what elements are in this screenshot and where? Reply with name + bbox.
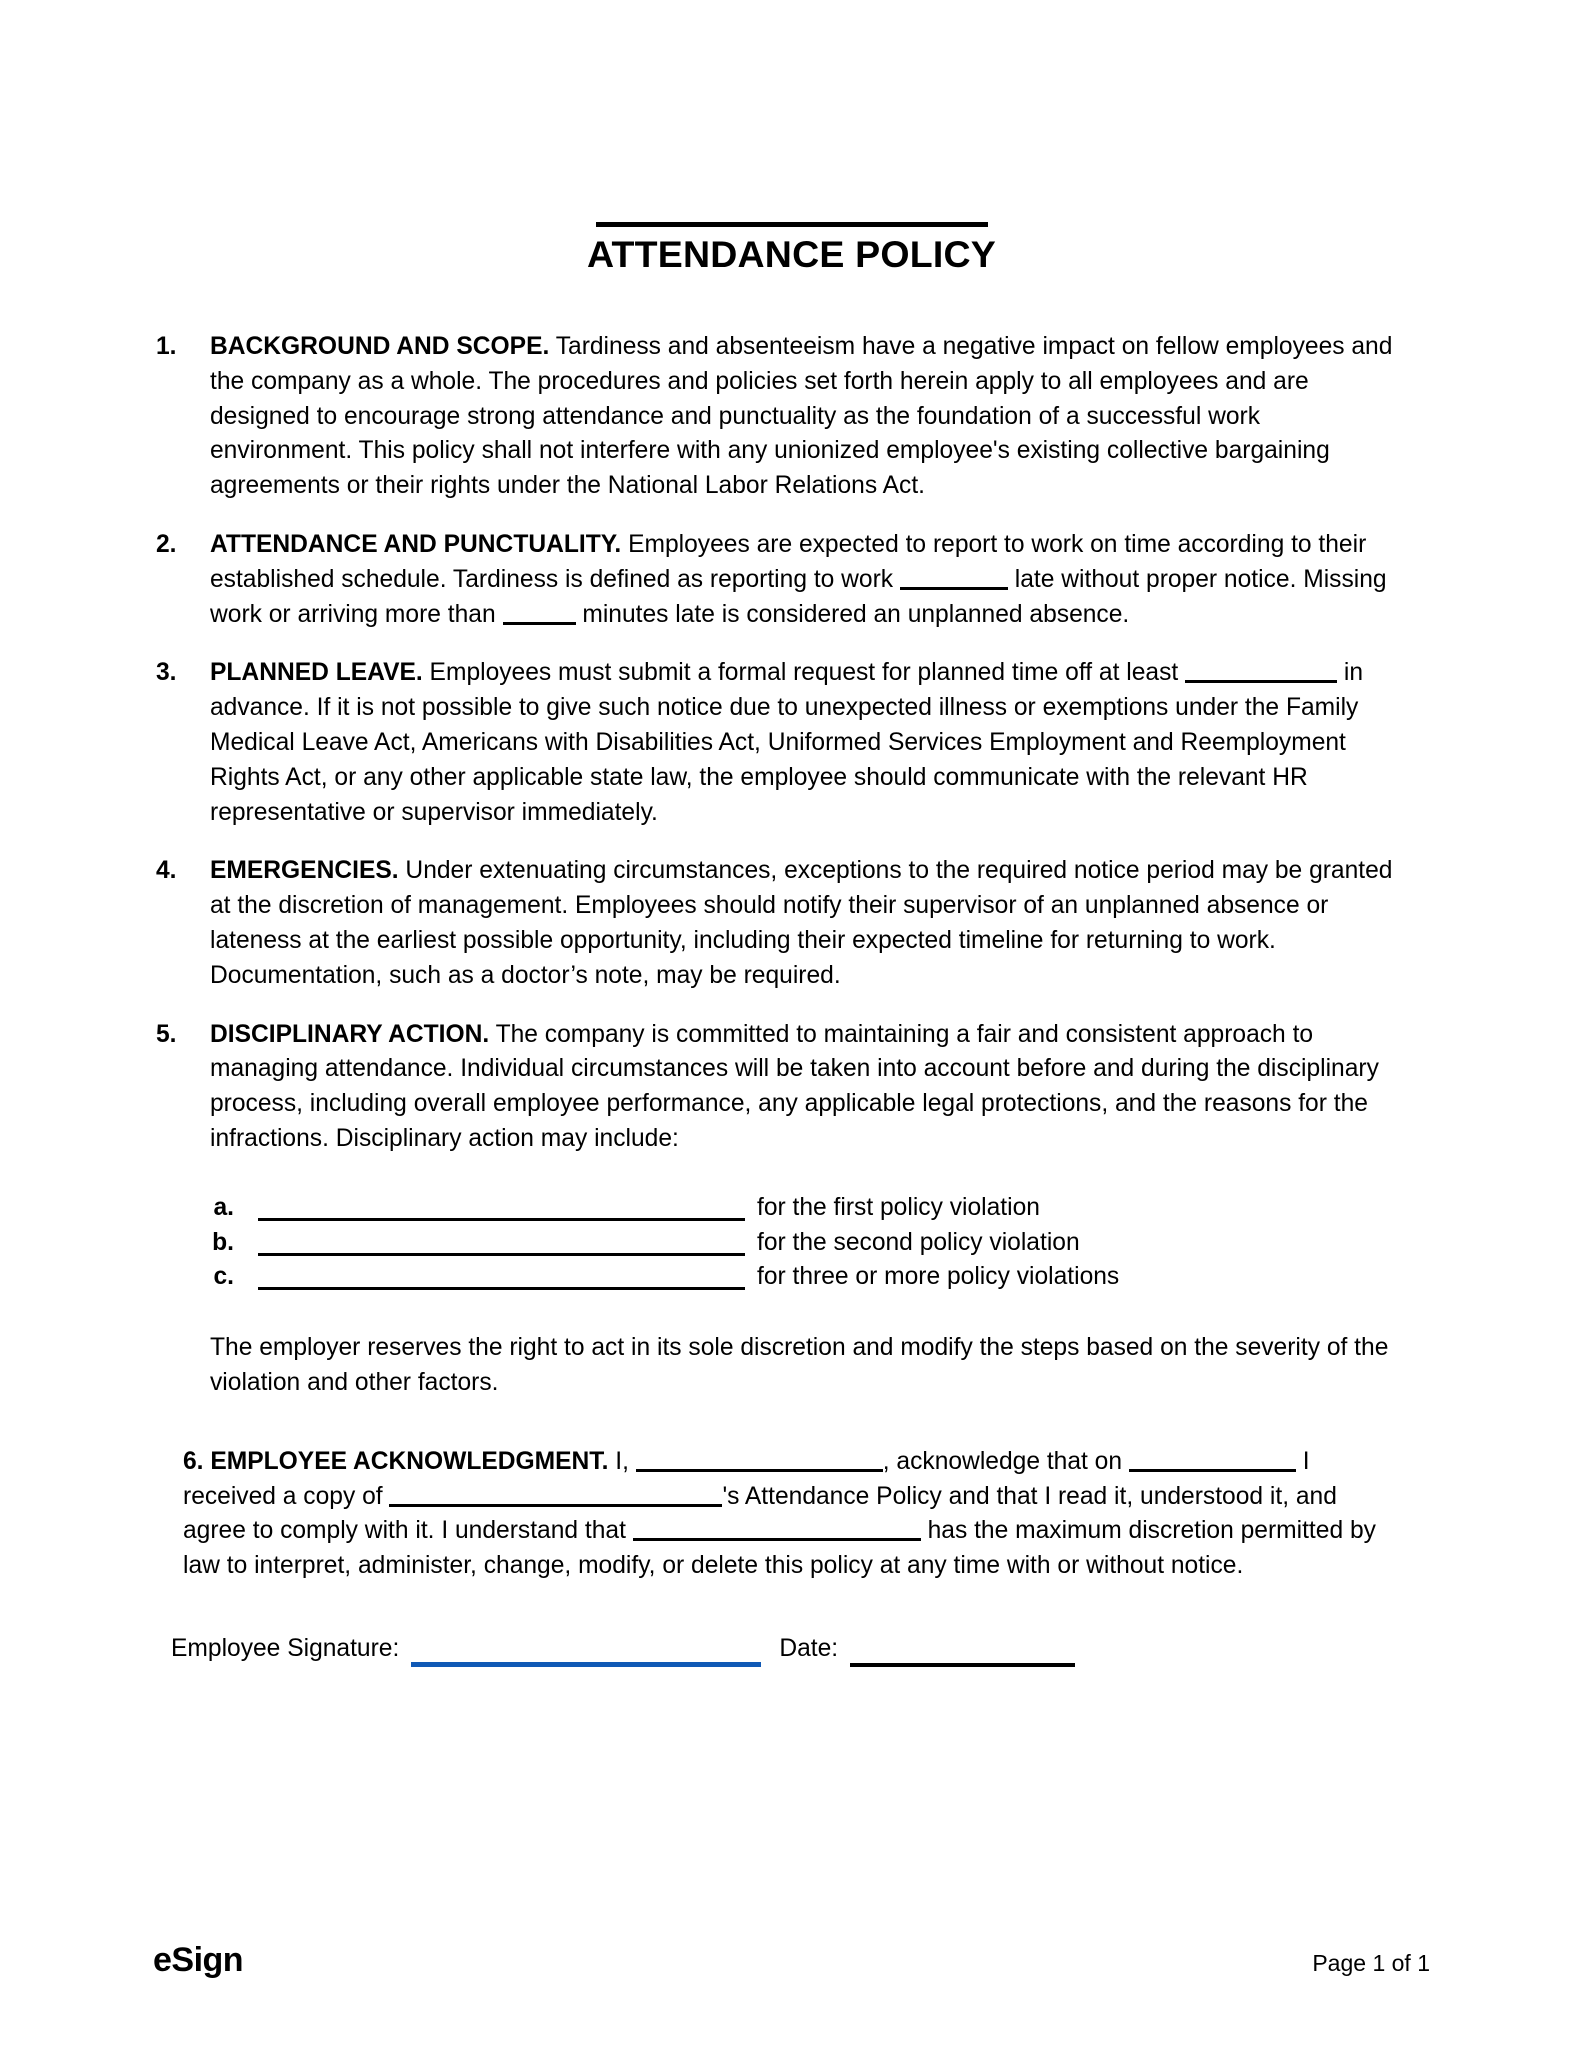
list-item	[210, 1191, 1404, 1226]
clause-text	[210, 330, 1404, 504]
employee-name-blank[interactable]	[636, 1448, 883, 1472]
employee-signature-label: Employee Signature:	[171, 1634, 400, 1662]
clause-text	[210, 528, 1404, 632]
clause-paragraph: The company is committed to maintaining a fair and consistent approach to managing attendance. Individual circumstances will be taken into account before and during the disciplinary process, including overall employee performance, any applicable legal protections, and the reasons for the infractions. Disciplinary action may include:	[210, 1020, 1379, 1152]
page-number-label: Page 1 of 1	[1312, 1950, 1430, 1976]
clause-paragraph-part-b: in advance. If it is not possible to give such notice due to unexpected illness or exemptions under the Family Medical Leave Act, Americans with Disabilities Act, Uniformed Services Employment and Reemployment Rights Act, or any other applicable state law, the employee should communicate with the relevant HR representative or supervisor immediately.	[210, 659, 1364, 826]
list-item-letter: a.	[213, 1193, 234, 1221]
document-body	[153, 330, 1404, 1667]
acknowledgment-heading: EMPLOYEE ACKNOWLEDGMENT.	[210, 1447, 609, 1475]
acknowledgment-part-d: 's Attendance Policy and that I read it, understood it, and agree to comply with it. I understand that	[183, 1482, 1337, 1545]
list-item-letter: c.	[213, 1263, 234, 1291]
third-violation-action-blank[interactable]	[258, 1260, 745, 1290]
list-item-label: for the second policy violation	[757, 1228, 1080, 1256]
page-title: ATTENDANCE POLICY	[587, 233, 996, 275]
clause-disciplinary-action	[153, 1018, 1404, 1401]
title-block	[0, 222, 1583, 275]
disciplinary-options-list	[210, 1191, 1404, 1295]
clause-paragraph: Tardiness and absenteeism have a negative impact on fellow employees and the company as a whole. The procedures and policies set forth herein apply to all employees and are designed to encourage strong attendance and punctuality as the foundation of a successful work environment. This policy shall not interfere with any unionized employee's existing collective bargaining agreements or their rights under the National Labor Relations Act.	[210, 333, 1393, 500]
clause-paragraph-part-a: Employees are expected to report to work on time according to their established schedule. Tardiness is defined as reporting to work	[210, 530, 1367, 593]
clause-heading: DISCIPLINARY ACTION.	[210, 1020, 490, 1048]
company-name-blank[interactable]	[389, 1483, 722, 1507]
clause-text	[210, 1018, 1404, 1401]
acknowledgment-part-e: has the maximum discretion permitted by law to interpret, administer, change, modify, or delete this policy at any time with or without notice.	[183, 1517, 1376, 1580]
clause-emergencies	[153, 854, 1404, 993]
clause-number: 5.	[156, 1020, 177, 1048]
employee-signature-field[interactable]	[411, 1642, 761, 1667]
acknowledgment-part-c: I received a copy of	[183, 1447, 1310, 1510]
clause-text	[210, 656, 1404, 830]
clause-background-and-scope	[153, 330, 1404, 504]
clause-heading: EMERGENCIES.	[210, 857, 399, 885]
signature-block	[153, 1632, 1404, 1667]
list-item-label: for the first policy violation	[757, 1193, 1040, 1221]
clause-number: 2.	[156, 530, 177, 558]
title-underline-rule	[596, 222, 988, 227]
clause-number: 4.	[156, 857, 177, 885]
list-item-letter: b.	[212, 1228, 234, 1256]
acknowledgment-part-a: I,	[608, 1447, 636, 1475]
clause-number: 3.	[156, 659, 177, 687]
company-name-blank-second[interactable]	[633, 1517, 921, 1541]
page-footer	[153, 1941, 1430, 1980]
clause-number: 1.	[156, 333, 177, 360]
date-label: Date:	[779, 1634, 839, 1662]
esign-brand-logo: eSign	[153, 1941, 244, 1979]
list-item	[210, 1260, 1404, 1295]
advance-notice-period-blank[interactable]	[1185, 659, 1337, 683]
clause-attendance-and-punctuality	[153, 528, 1404, 632]
clause-text	[210, 854, 1404, 993]
acknowledgment-date-blank[interactable]	[1129, 1448, 1296, 1472]
minutes-late-blank[interactable]	[503, 601, 576, 625]
clause-paragraph-part-a: Employees must submit a formal request for planned time off at least	[422, 659, 1186, 687]
clause-employee-acknowledgment	[153, 1445, 1404, 1584]
tardiness-threshold-blank[interactable]	[900, 566, 1008, 590]
list-item	[210, 1226, 1404, 1261]
clause-heading: ATTENDANCE AND PUNCTUALITY.	[210, 530, 622, 558]
clause-paragraph-part-c: minutes late is considered an unplanned absence.	[575, 600, 1130, 628]
list-item-label: for three or more policy violations	[757, 1263, 1120, 1291]
acknowledgment-text	[183, 1445, 1404, 1584]
clause-paragraph-part-b: late without proper notice. Missing work or arriving more than	[210, 565, 1387, 628]
clause-heading: BACKGROUND AND SCOPE.	[210, 333, 550, 360]
acknowledgment-number: 6.	[183, 1447, 204, 1475]
signature-date-field[interactable]	[850, 1643, 1075, 1667]
clause-planned-leave	[153, 656, 1404, 830]
clause-heading: PLANNED LEAVE.	[210, 659, 423, 687]
clause-paragraph: Under extenuating circumstances, exceptions to the required notice period may be granted at the discretion of management. Employees should notify their supervisor of an unplanned absence or lateness at the earliest possible opportunity, including their expected timeline for returning to work. Documentation, such as a doctor’s note, may be required.	[210, 857, 1393, 989]
second-violation-action-blank[interactable]	[258, 1226, 745, 1256]
acknowledgment-part-b: , acknowledge that on	[882, 1447, 1129, 1475]
disciplinary-closing-paragraph: The employer reserves the right to act in its sole discretion and modify the steps based on the severity of the violation and other factors.	[210, 1334, 1389, 1396]
first-violation-action-blank[interactable]	[258, 1191, 745, 1221]
